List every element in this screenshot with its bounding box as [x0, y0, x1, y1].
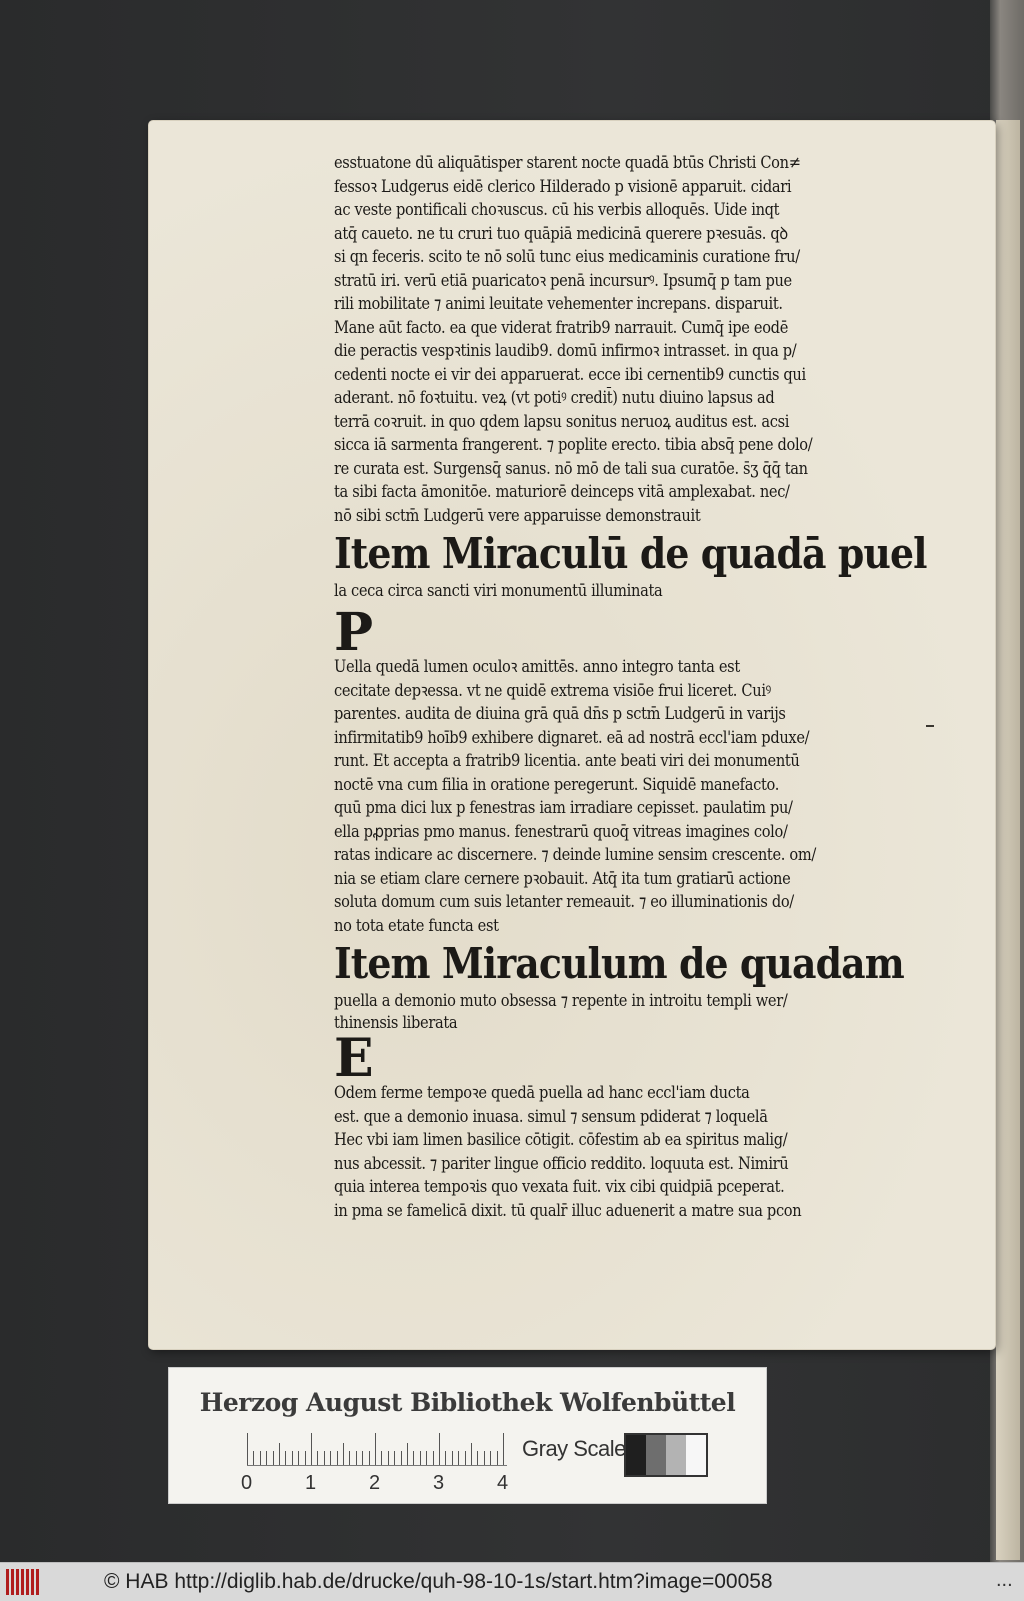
text-line: est. que a demonio inuasa. simul ⁊ sensum pdiderat ⁊ loquelā: [334, 1106, 768, 1127]
footer-url[interactable]: © HAB http://diglib.hab.de/drucke/quh-98-10-1s/start.htm?image=00058: [104, 1570, 773, 1593]
ruler-tick: [247, 1433, 248, 1465]
text-line: atq̄ caueto. ne tu cruri tuo quāpiā medicinā querere pꝛesuās. qꝺ: [334, 223, 788, 244]
gray-patch: [686, 1435, 706, 1475]
ruler-tick: [452, 1451, 453, 1465]
ruler-tick: [260, 1451, 261, 1465]
text-line: nia se etiam clare cernere pꝛobauit. Atq̄ ita tum gratiarū actione: [334, 868, 791, 889]
margin-mark: [926, 725, 934, 727]
paragraph-2: [334, 602, 914, 938]
ruler-number: 1: [305, 1472, 317, 1494]
text-line: infirmitatib9 hoīb9 exhibere dignaret. eā ad nostrā eccl'iam pduxe/: [334, 727, 810, 748]
ruler-tick: [439, 1433, 440, 1465]
ruler-tick: [433, 1451, 434, 1465]
text-section-2: [334, 602, 914, 938]
gray-scale-label: Gray Scale: [522, 1436, 626, 1461]
ruler-tick: [343, 1443, 344, 1465]
ruler-tick: [375, 1433, 376, 1465]
more-options-icon[interactable]: ...: [996, 1569, 1013, 1591]
drop-capital-p: P: [334, 602, 374, 663]
text-line: re curata est. Surgensq̄ sanus. nō mō de tali sua curatōe. s̄ӡ q̄q̄ tan: [334, 458, 808, 479]
text-line: terrā coꝛruit. in quo qdem lapsu sonitus neruoꝝ auditus est. acsi: [334, 411, 790, 432]
text-line: aderant. nō foꝛtuitu. veꝝ (vt potiꝰ credit̄) nutu diuino lapsus ad: [334, 388, 775, 408]
text-line: si qn feceris. scito te nō solū tunc eius medicaminis curatione fru/: [334, 247, 800, 267]
page-text: [334, 152, 927, 1223]
text-line: stratū iri. verū etiā puaricatoꝛ penā incursurꝰ. Ipsumq̄ p tam pue: [334, 270, 792, 291]
text-section-3: [334, 1028, 914, 1223]
ruler-tick: [279, 1443, 280, 1465]
text-line: nō sibi sctm̄ Ludgerū vere apparuisse demonstrauit: [334, 505, 701, 526]
text-line: rili mobilitate ⁊ animi leuitate vehementer increpans. disparuit.: [334, 294, 783, 314]
text-line: fessoꝛ Ludgerus eidē clerico Hilderado p visionē apparuit. cidari: [334, 176, 792, 197]
gray-patch: [626, 1435, 646, 1475]
ruler-tick: [311, 1433, 312, 1465]
text-line: esstuatone dū aliquātisper starent nocte quadā btūs Christi Con≠: [334, 153, 801, 173]
section-heading-1: Item Miraculū de quadā puel: [334, 529, 927, 578]
ruler-tick: [356, 1451, 357, 1465]
drop-capital-e: E: [334, 1028, 374, 1089]
ruler-tick: [394, 1451, 395, 1465]
card-title: Herzog August Bibliothek Wolfenbüttel: [199, 1388, 736, 1417]
text-line: Mane aūt facto. ea que viderat fratrib9 narrauit. Cumq̄ ipe eodē: [334, 317, 789, 338]
ruler-tick: [337, 1451, 338, 1465]
text-line: sicca iā sarmenta frangerent. ⁊ poplite erecto. tibia absq̄ pene dolo/: [334, 435, 813, 455]
gray-patch: [666, 1435, 686, 1475]
ruler-number: 3: [433, 1472, 445, 1494]
text-line: noctē vna cum filia in oratione peregerunt. Siquidē manefacto.: [334, 774, 780, 795]
text-line: no tota etate functa est: [334, 915, 499, 936]
ruler-tick: [292, 1451, 293, 1465]
ruler-tick: [324, 1451, 325, 1465]
section-heading-2: Item Miraculum de quadam: [334, 939, 904, 988]
ruler-tick: [330, 1451, 331, 1465]
section-subheading-1: la ceca circa sancti viri monumentū illuminata: [334, 581, 663, 601]
ruler-tick: [362, 1451, 363, 1465]
ruler-number: 2: [369, 1472, 381, 1494]
ruler-tick: [458, 1451, 459, 1465]
ruler-tick: [388, 1451, 389, 1465]
ruler-tick: [266, 1451, 267, 1465]
text-line: die peractis vespꝛtinis laudib9. domū infirmoꝛ intrasset. in qua p/: [334, 341, 797, 361]
color-reference-card: [168, 1367, 767, 1504]
text-line: puella a demonio muto obsessa ⁊ repente in introitu templi wer/: [334, 991, 788, 1011]
ruler-tick: [407, 1443, 408, 1465]
ruler-tick: [369, 1451, 370, 1465]
ruler-tick: [349, 1451, 350, 1465]
ruler-tick: [253, 1451, 254, 1465]
text-line: ratas indicare ac discernere. ⁊ deinde lumine sensim crescente. om/: [334, 845, 816, 865]
text-line: quia interea tempoꝛis quo vexata fuit. vix cibi quidpiā pceperat.: [334, 1177, 785, 1197]
ruler-tick: [273, 1451, 274, 1465]
ruler-tick: [471, 1443, 472, 1465]
ruler-tick: [490, 1451, 491, 1465]
text-line: Hec vbi iam limen basilice cōtigit. cōfestim ab ea spiritus malig/: [334, 1130, 788, 1150]
ruler-number: 4: [497, 1472, 509, 1494]
ruler-tick: [305, 1451, 306, 1465]
gray-patch: [646, 1435, 666, 1475]
text-line: ella pꝓprias pmo manus. fenestrarū quoq̄ vitreas imagines colo/: [334, 821, 788, 842]
ruler-tick: [477, 1451, 478, 1465]
ruler-tick: [413, 1451, 414, 1465]
ruler-tick: [445, 1451, 446, 1465]
text-line: nus abcessit. ⁊ pariter lingue officio reddito. loquuta est. Nimirū: [334, 1153, 789, 1174]
text-line: ta sibi facta āmonitōe. maturiorē deinceps vitā amplexabat. nec/: [334, 482, 790, 502]
ruler-tick: [503, 1433, 504, 1465]
scale-ruler: [247, 1431, 507, 1466]
footer-bar: [0, 1562, 1024, 1601]
facing-page-edge: [996, 120, 1020, 1560]
text-line: cedenti nocte ei vir dei apparuerat. ecce ibi cernentib9 cunctis qui: [334, 364, 806, 385]
text-line: quū pma dici lux p fenestras iam irradiare cepisset. paulatim pu/: [334, 798, 793, 818]
text-line: in pma se famelicā dixit. tū qualr̄ illuc aduenerit a matre sua pcon: [334, 1200, 802, 1221]
text-line: runt. Et accepta a fratrib9 licentia. ante beati viri dei monumentū: [334, 751, 800, 771]
ruler-tick: [420, 1451, 421, 1465]
hab-logo-icon: [6, 1569, 46, 1595]
paragraph-3: [334, 1028, 914, 1223]
text-section-1: [334, 152, 914, 528]
ruler-tick: [497, 1451, 498, 1465]
ruler-tick: [401, 1451, 402, 1465]
text-line: thinensis liberata: [334, 1013, 458, 1033]
text-line: cecitate depꝛessa. vt ne quidē extrema visiōe frui liceret. Cuiꝰ: [334, 680, 771, 701]
section-subheading-2: [334, 990, 914, 1034]
text-line: Odem ferme tempoꝛe quedā puella ad hanc eccl'iam ducta: [334, 1083, 750, 1103]
ruler-tick: [317, 1451, 318, 1465]
text-line: parentes. audita de diuina grā quā dn̄s p sctm̄ Ludgerū in varijs: [334, 704, 786, 724]
ruler-tick: [285, 1451, 286, 1465]
ruler-tick: [381, 1451, 382, 1465]
text-line: soluta domum cum suis letanter remeauit. ⁊ eo illuminationis do/: [334, 892, 794, 912]
ruler-tick: [426, 1451, 427, 1465]
gray-scale-swatch: [624, 1433, 708, 1477]
text-line: Uella quedā lumen oculoꝛ amittēs. anno integro tanta est: [334, 657, 740, 677]
ruler-tick: [298, 1451, 299, 1465]
text-line: ac veste pontificali choꝛuscus. cū his verbis alloquēs. Uide inqt: [334, 200, 780, 220]
ruler-tick: [484, 1451, 485, 1465]
ruler-number: 0: [241, 1472, 253, 1494]
ruler-tick: [465, 1451, 466, 1465]
